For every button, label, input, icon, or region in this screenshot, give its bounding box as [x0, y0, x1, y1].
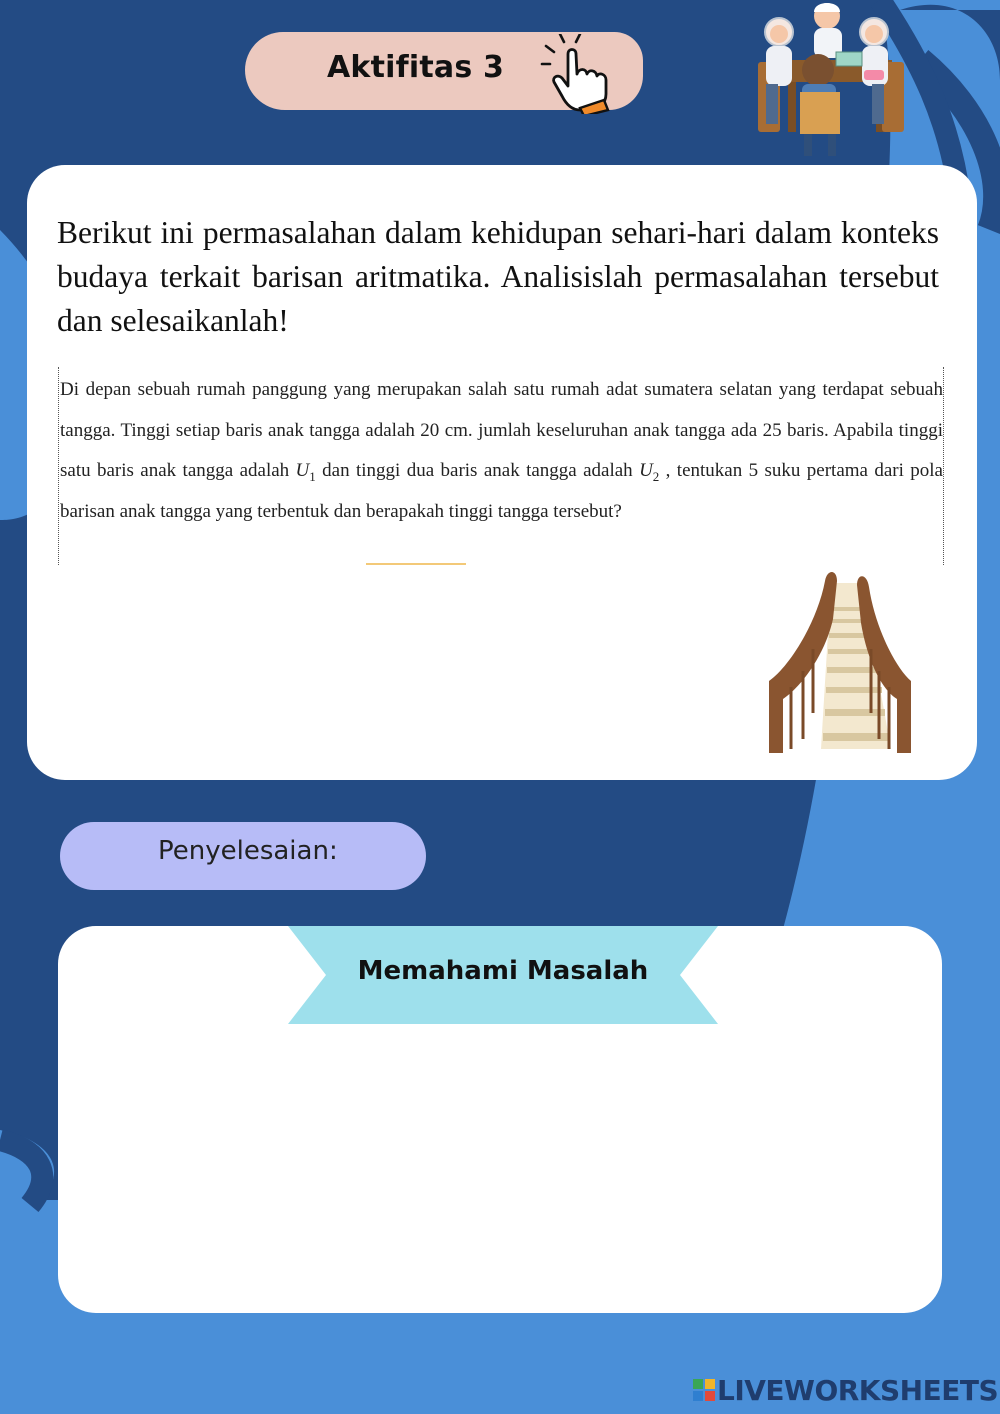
variable-u: U	[295, 460, 310, 481]
liveworksheets-logo-icon	[693, 1379, 715, 1401]
problem-text-1: Di depan sebuah rumah panggung yang merupakan salah satu rumah adat sumatera selatan yang terdapat sebuah tangga. Tinggi setiap baris anak tangga adalah 20 cm. jumlah keseluruhan anak tangga ada 25 baris. Apabila tinggi satu baris anak tangga adalah	[60, 379, 943, 481]
students-studying-illustration	[752, 0, 908, 158]
solution-label: Penyelesaian:	[158, 836, 338, 866]
pointing-hand-icon	[540, 34, 624, 114]
solution-label-pill	[60, 822, 426, 890]
problem-card	[27, 165, 977, 780]
subscript: 2	[652, 468, 660, 484]
problem-box	[58, 367, 944, 565]
intro-paragraph: Berikut ini permasalahan dalam kehidupan sehari-hari dalam konteks budaya terkait barisan aritmatika. Analisislah permasalahan tersebut dan selesaikanlah!	[57, 215, 939, 338]
answer-underline	[366, 563, 466, 565]
liveworksheets-logo	[693, 1374, 999, 1407]
staircase-illustration	[761, 563, 919, 753]
subscript: 1	[309, 468, 316, 484]
problem-statement	[59, 367, 943, 532]
problem-text-3: , tentukan 5 suku pertama dari pola barisan anak tangga yang terbentuk dan berapakah tinggi tangga tersebut?	[60, 460, 943, 522]
activity-title-pill	[245, 32, 643, 110]
activity-title: Aktifitas 3	[327, 50, 505, 85]
section-banner-title: Memahami Masalah	[357, 956, 649, 986]
variable-u: U	[639, 460, 653, 481]
answer-card[interactable]	[58, 926, 942, 1313]
problem-text-2: dan tinggi dua baris anak tangga adalah	[315, 460, 640, 481]
liveworksheets-logo-text: LIVEWORKSHEETS	[717, 1374, 999, 1407]
